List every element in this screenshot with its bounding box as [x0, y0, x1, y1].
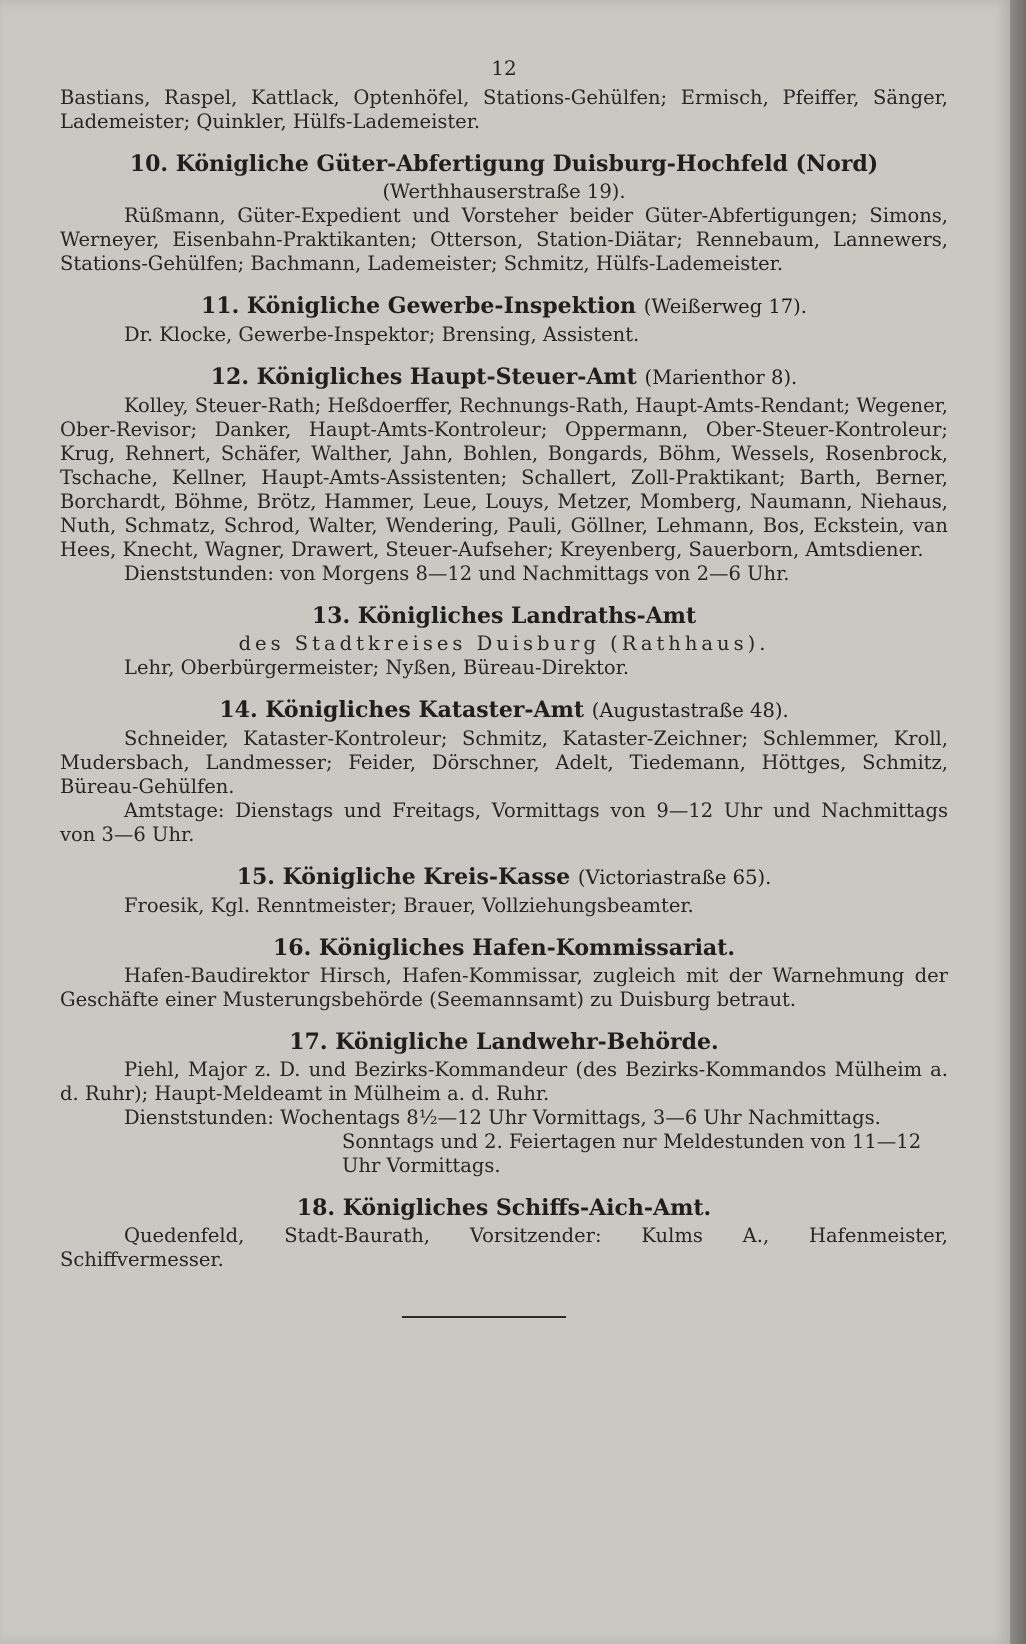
section-18-title: 18. Königliches Schiffs-Aich-Amt.: [296, 1195, 712, 1221]
section-17-body: Piehl, Major z. D. und Bezirks-Kommandeur (des Bezirks-Kommandos Mülheim a. d. Ruhr); Haupt-Meldeamt in Mülheim a. d. Ruhr.: [60, 1058, 948, 1105]
section-18-heading: [60, 1194, 948, 1222]
section-11-body: Dr. Klocke, Gewerbe-Inspektor; Brensing, Assistent.: [124, 323, 640, 346]
section-13-subtitle: des Stadtkreises Duisburg (Rathhaus).: [238, 632, 770, 655]
section-17-heading: [60, 1028, 948, 1056]
section-10-heading: [60, 150, 948, 178]
section-16-body: Hafen-Baudirektor Hirsch, Hafen-Kommissar, zugleich mit der Warnehmung der Geschäfte einer Musterungsbehörde (Seemannsamt) zu Duisburg betraut.: [60, 964, 948, 1011]
section-12-heading: [60, 363, 948, 392]
section-13-heading: [60, 602, 948, 630]
section-11-address: (Weißerweg 17).: [643, 295, 807, 318]
section-10-body: Rüßmann, Güter-Expedient und Vorsteher beider Güter-Abfertigungen; Simons, Werneyer, Eisenbahn-Praktikanten; Otterson, Station-Diätar; Rennebaum, Lannewers, Stations-Gehülfen; Bachmann, Lademeister; Schmitz, Hülfs-Lademeister.: [60, 204, 948, 275]
section-12-hours: Dienststunden: von Morgens 8—12 und Nachmittags von 2—6 Uhr.: [124, 562, 790, 585]
page-content: [60, 56, 948, 1318]
section-11-title: 11. Königliche Gewerbe-Inspektion: [201, 293, 637, 319]
section-10-title: 10. Königliche Güter-Abfertigung Duisburg-Hochfeld (Nord): [129, 151, 879, 177]
section-10-address: (Werthhauserstraße 19).: [382, 180, 626, 203]
section-16-title: 16. Königliches Hafen-Kommissariat.: [272, 935, 736, 961]
section-14-hours: Amtstage: Dienstags und Freitags, Vormittags von 9—12 Uhr und Nachmittags von 3—6 Uhr.: [60, 799, 948, 846]
section-14-title: 14. Königliches Kataster-Amt: [219, 697, 585, 723]
section-15-heading: [60, 863, 948, 892]
section-16-heading: [60, 934, 948, 962]
section-17-title: 17. Königliche Landwehr-Behörde.: [289, 1029, 719, 1055]
section-15-address: (Victoriastraße 65).: [577, 866, 772, 889]
section-14-address: (Augustastraße 48).: [591, 699, 789, 722]
section-13-title: 13. Königliches Landraths-Amt: [311, 603, 697, 629]
section-18-body: Quedenfeld, Stadt-Baurath, Vorsitzender: Kulms A., Hafenmeister, Schiffvermesser.: [60, 1224, 948, 1271]
section-14-heading: [60, 696, 948, 725]
page-edge-shadow: [1010, 0, 1026, 1644]
section-12-body: Kolley, Steuer-Rath; Heßdoerffer, Rechnungs-Rath, Haupt-Amts-Rendant; Wegener, Ober-Revisor; Danker, Haupt-Amts-Kontroleur; Oppermann, Ober-Steuer-Kontroleur; Krug, Rehnert, Schäfer, Walther, Jahn, Bohlen, Bongards, Böhm, Wessels, Rosenbrock, Tschache, Kellner, Haupt-Amts-Assistenten; Schallert, Zoll-Praktikant; Barth, Berner, Borchardt, Böhme, Brötz, Hammer, Leue, Louys, Metzer, Momberg, Naumann, Niehaus, Nuth, Schmatz, Schrod, Walter, Wendering, Pauli, Göllner, Lehmann, Bos, Eckstein, van Hees, Knecht, Wagner, Drawert, Steuer-Aufseher; Kreyenberg, Sauerborn, Amtsdiener.: [60, 394, 948, 561]
section-15-body: Froesik, Kgl. Renntmeister; Brauer, Vollziehungsbeamter.: [124, 894, 694, 917]
section-12-address: (Marienthor 8).: [644, 366, 798, 389]
section-13-body: Lehr, Oberbürgermeister; Nyßen, Büreau-Direktor.: [124, 656, 630, 679]
continuation-paragraph: Bastians, Raspel, Kattlack, Optenhöfel, Stations-Gehülfen; Ermisch, Pfeiffer, Sänger, Lademeister; Quinkler, Hülfs-Lademeister.: [60, 86, 948, 133]
section-14-body: Schneider, Kataster-Kontroleur; Schmitz, Kataster-Zeichner; Schlemmer, Kroll, Mudersbach, Landmesser; Feider, Dörschner, Adelt, Tiedemann, Höttges, Schmitz, Büreau-Gehülfen.: [60, 727, 948, 798]
section-12-title: 12. Königliches Haupt-Steuer-Amt: [210, 364, 637, 390]
page-number: 12: [491, 56, 517, 80]
closing-rule: [402, 1316, 566, 1318]
section-11-heading: [60, 292, 948, 321]
section-15-title: 15. Königliche Kreis-Kasse: [236, 864, 571, 890]
section-17-hours: Dienststunden: Wochentags 8½—12 Uhr Vormittags, 3—6 Uhr Nachmittags.: [124, 1106, 881, 1129]
section-17-hours-sunday: Sonntags und 2. Feiertagen nur Meldestunden von 11—12 Uhr Vormittags.: [342, 1130, 922, 1177]
